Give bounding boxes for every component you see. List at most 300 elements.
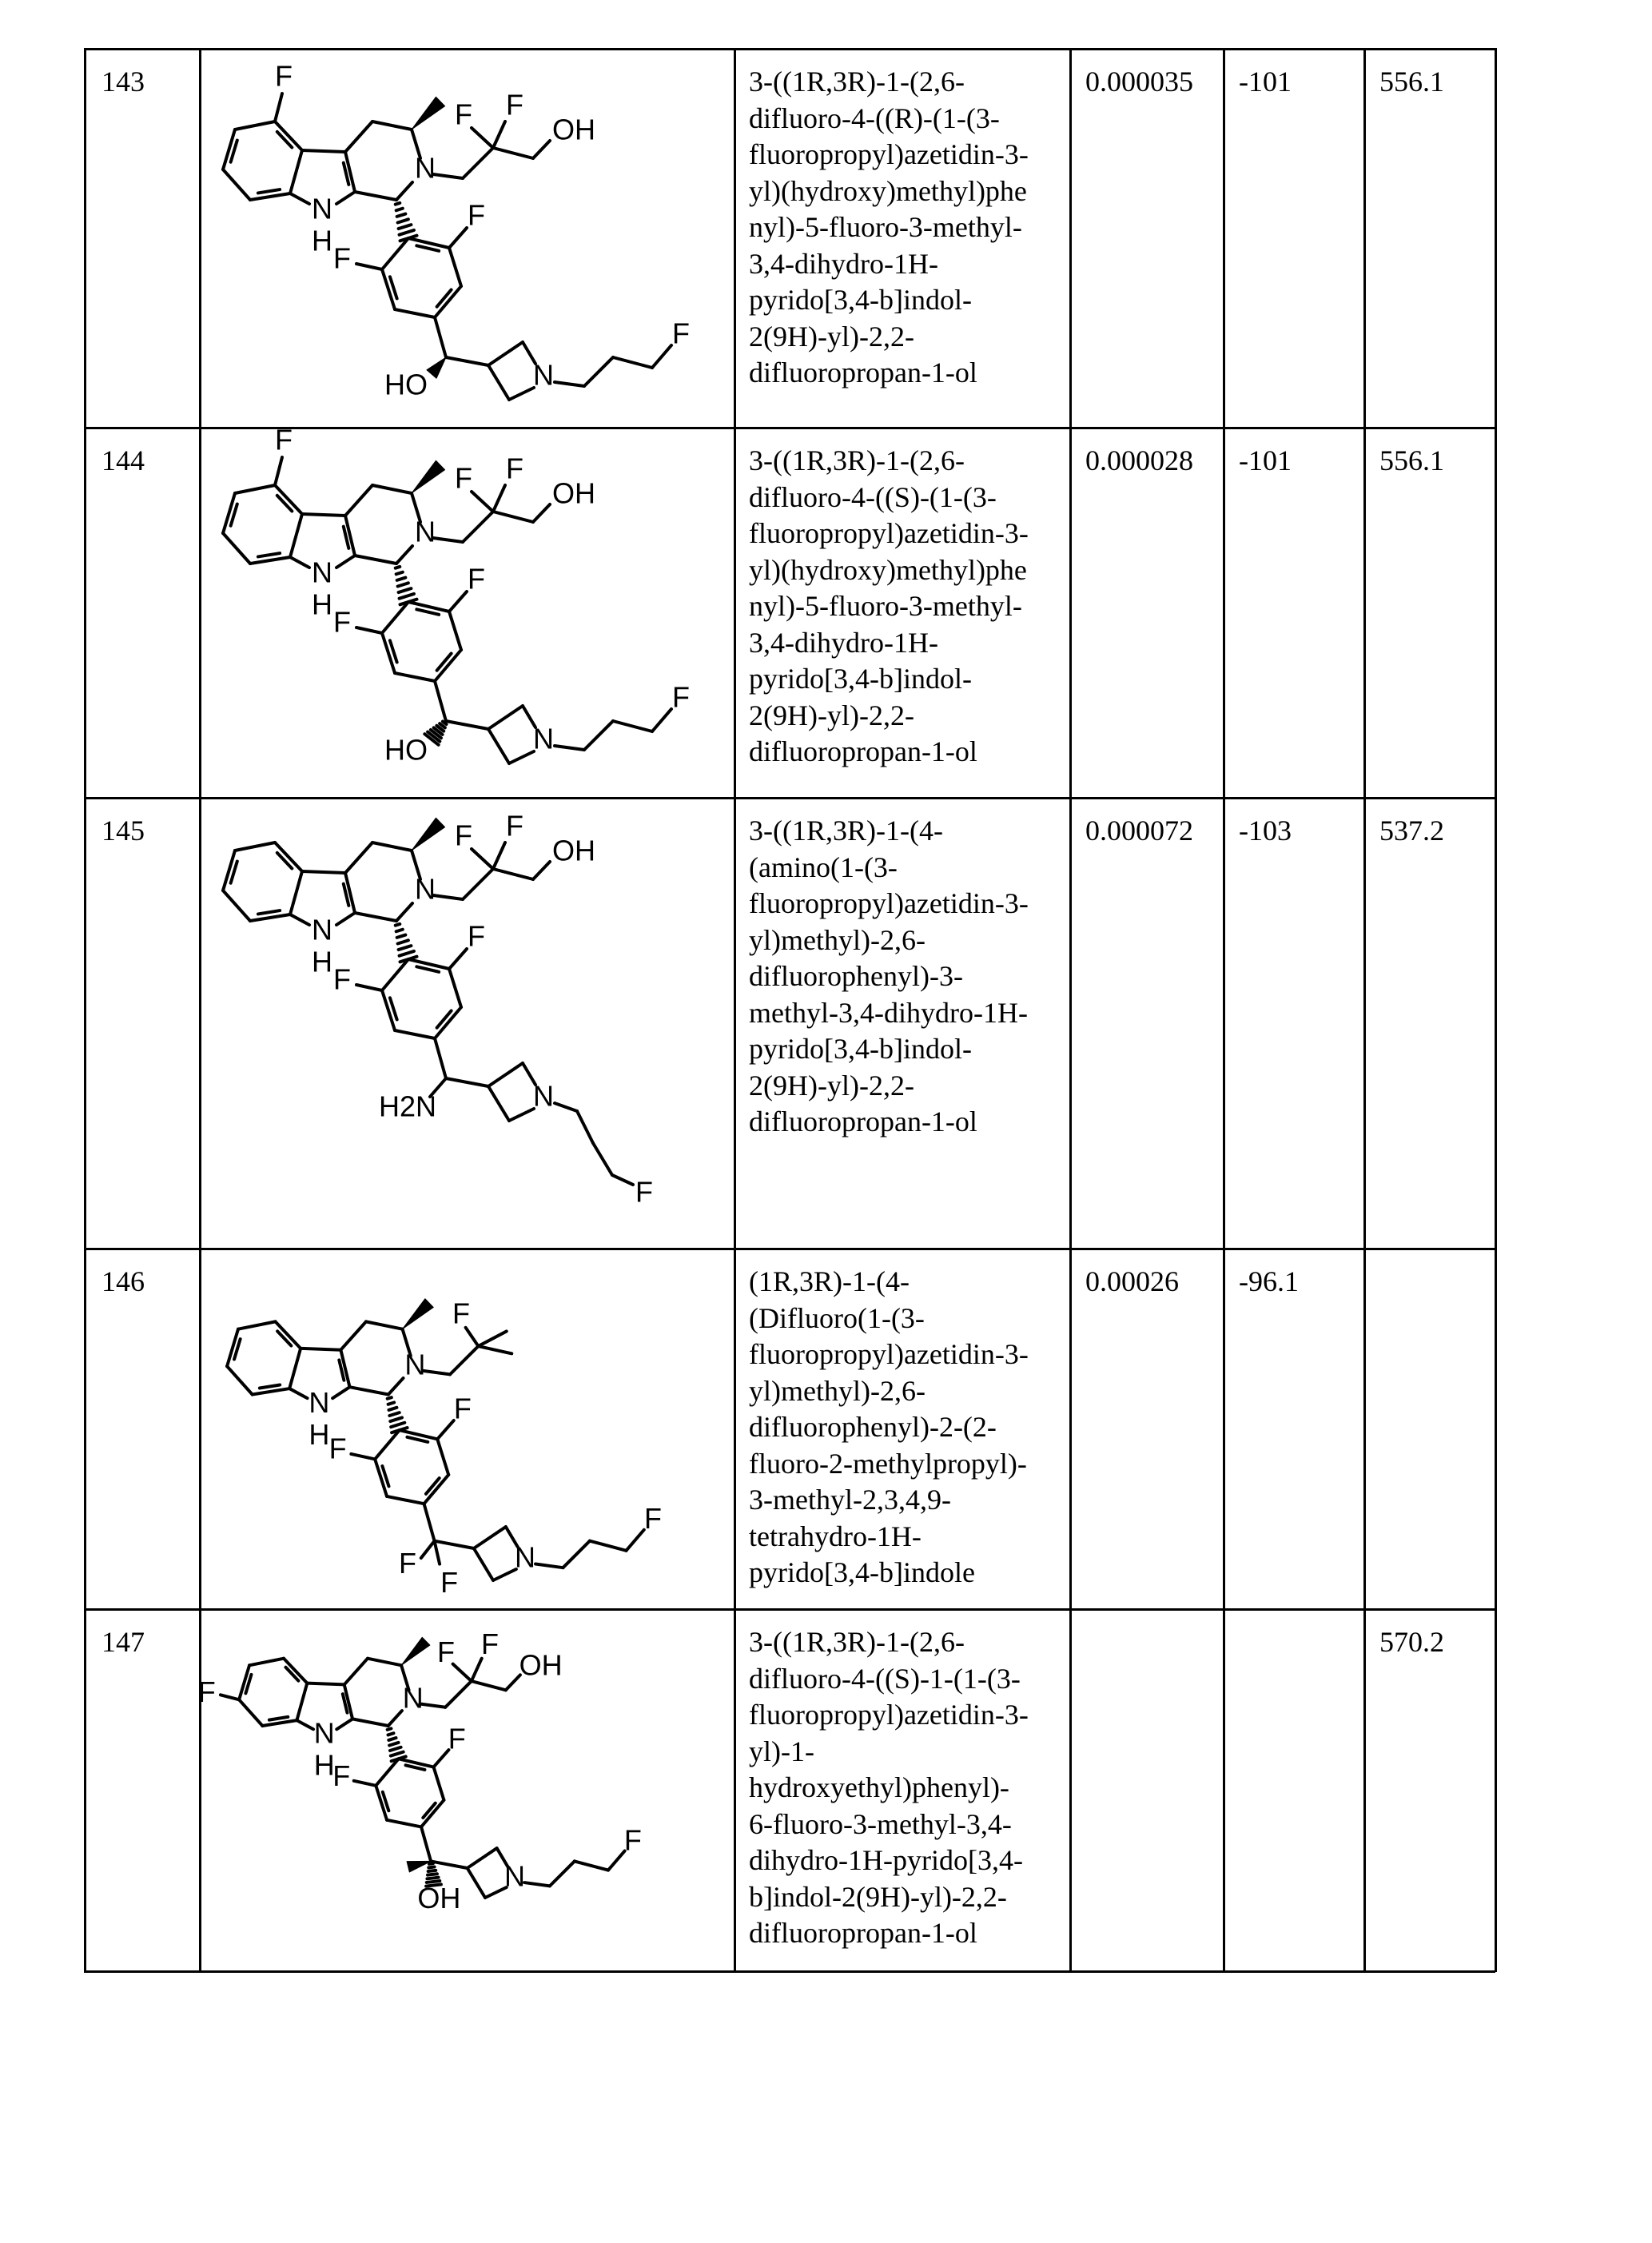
bond [449, 949, 467, 969]
compound-name-line: difluoropropan-1-ol [749, 1104, 1029, 1141]
bond [398, 583, 408, 586]
atom-label-nh-h: H [312, 225, 332, 257]
bond [472, 128, 493, 148]
atom-label-nh-h: H [312, 588, 332, 621]
atom-label-oh: OH [552, 114, 595, 146]
bond [223, 169, 250, 200]
bond [258, 553, 280, 556]
atom-label-oh: OH [552, 477, 595, 510]
bond [577, 1111, 593, 1143]
value-3: 537.2 [1379, 813, 1444, 850]
bond [533, 862, 550, 879]
bond [400, 230, 414, 235]
bond [626, 1530, 643, 1551]
bond [524, 1882, 550, 1886]
structure-143 [223, 60, 690, 401]
bond [446, 357, 488, 365]
bond [289, 1349, 301, 1388]
bond [424, 1475, 449, 1504]
compound-name-line: yl)methyl)-2,6- [749, 922, 1029, 959]
bond [391, 1752, 404, 1756]
bond [535, 1564, 563, 1568]
bond [396, 903, 412, 921]
bond [235, 122, 275, 129]
bond [388, 1397, 392, 1399]
atom-label-n-ring: N [404, 1349, 425, 1381]
bond [428, 1870, 436, 1871]
bond [235, 485, 275, 493]
bond [612, 1175, 633, 1185]
bond [290, 514, 302, 557]
bond [354, 1781, 376, 1786]
bond [302, 871, 345, 873]
bond [399, 225, 412, 229]
bond [434, 1750, 449, 1767]
compound-name-line: (Difluoro(1-(3- [749, 1301, 1029, 1337]
bond [336, 1719, 352, 1729]
bond [235, 843, 275, 851]
bond [408, 238, 449, 248]
atom-label-term-f: F [635, 1176, 653, 1209]
structure-146 [227, 1297, 662, 1599]
bond [433, 538, 463, 542]
bond [382, 959, 408, 990]
wedge-bond [403, 1299, 434, 1329]
compound-name-line: difluoro-4-((S)-1-(1-(3- [749, 1661, 1029, 1698]
bond [509, 388, 534, 400]
bond [290, 914, 309, 925]
bond [474, 1548, 493, 1580]
compound-id: 144 [102, 443, 145, 480]
bond [368, 1659, 401, 1666]
atom-label-ph-f2: F [333, 963, 351, 996]
bond [302, 150, 345, 152]
bond [382, 602, 408, 633]
bond [269, 1717, 288, 1720]
atom-label-term-f: F [672, 317, 690, 350]
bond [262, 1720, 297, 1726]
bond [450, 1346, 478, 1374]
atom-label-az-n: N [533, 723, 554, 755]
wedge-bond [412, 460, 445, 493]
value-1: 0.000028 [1085, 443, 1193, 480]
bond [435, 1541, 440, 1564]
compound-name-line: pyrido[3,4-b]indole [749, 1555, 1029, 1592]
bond [472, 1681, 506, 1690]
bond [437, 1420, 453, 1439]
bond [435, 681, 446, 721]
atom-label-n-ring: N [415, 873, 436, 906]
bond [431, 1861, 468, 1868]
atom-label-ph-f2: F [333, 242, 351, 275]
bond [435, 1007, 461, 1038]
bond [397, 214, 406, 217]
atom-label-nh-h: H [312, 946, 332, 978]
bond [388, 1378, 404, 1394]
atom-label-term-f: F [672, 681, 690, 714]
bond [275, 457, 282, 485]
compound-name-line: (amino(1-(3- [749, 850, 1029, 886]
bond [250, 914, 290, 921]
compound-name-line: 3,4-dihydro-1H- [749, 246, 1029, 283]
compound-name-line: yl)methyl)-2,6- [749, 1373, 1029, 1410]
bond [474, 1527, 506, 1548]
bond [463, 869, 493, 899]
bond [463, 512, 493, 542]
bond [336, 913, 355, 925]
bond [258, 189, 280, 193]
compound-name-line: pyrido[3,4-b]indol- [749, 282, 1029, 319]
bond [493, 122, 505, 148]
bond [427, 1878, 438, 1879]
bond [388, 1711, 402, 1726]
bond [388, 1738, 396, 1740]
bond [493, 1569, 516, 1580]
atom-label-term-f: F [624, 1824, 642, 1857]
compound-name-line: (1R,3R)-1-(4- [749, 1264, 1029, 1301]
bond [396, 546, 412, 564]
bond [555, 1103, 577, 1111]
bond [428, 1867, 434, 1868]
bond [593, 1143, 612, 1175]
bond [396, 182, 412, 200]
bond [449, 612, 461, 650]
bond [389, 1412, 399, 1416]
bond [387, 1496, 424, 1504]
compound-name-line: fluoro-2-methylpropyl)- [749, 1446, 1029, 1483]
atom-label-nh-n: N [312, 556, 332, 589]
bond [290, 871, 302, 914]
bond [390, 1747, 401, 1751]
bond [449, 228, 467, 248]
atom-label-sub-label: H2N [379, 1090, 436, 1123]
bond [407, 1437, 428, 1442]
bond [388, 1408, 396, 1410]
bond [463, 148, 493, 178]
compound-name-line: nyl)-5-fluoro-3-methyl- [749, 588, 1029, 625]
bond [302, 514, 345, 516]
bond [449, 969, 461, 1007]
compound-id: 146 [102, 1264, 145, 1301]
compound-name-line: dihydro-1H-pyrido[3,4- [749, 1843, 1029, 1879]
bond [613, 357, 652, 368]
value-2: -101 [1239, 64, 1292, 101]
bond [297, 1683, 307, 1720]
bond [449, 248, 461, 286]
bond [443, 722, 447, 725]
compound-name-line: pyrido[3,4-b]indol- [749, 661, 1029, 698]
atom-label-az-n: N [504, 1859, 525, 1892]
bond [399, 946, 412, 950]
compound-name-line: difluoro-4-((S)-(1-(3- [749, 480, 1029, 516]
atom-label-ph-f2: F [332, 1759, 350, 1792]
atom-label-term-f: F [644, 1502, 662, 1535]
bond [396, 567, 400, 568]
bond [372, 122, 412, 129]
bond [391, 1423, 404, 1427]
bond [396, 203, 400, 205]
bond [290, 150, 302, 193]
bond [397, 578, 406, 580]
atom-label-ph-f1: F [448, 1722, 466, 1755]
bond [396, 930, 403, 932]
atom-label-indole-f: F [198, 1675, 216, 1708]
bond [416, 966, 439, 972]
value-1: 0.00026 [1085, 1264, 1179, 1301]
bond [416, 609, 439, 615]
compound-name-line: fluoropropyl)azetidin-3- [749, 1697, 1029, 1734]
bond [227, 1366, 253, 1394]
bond [350, 1387, 388, 1394]
bond [584, 721, 613, 750]
atom-label-az-n: N [533, 359, 554, 392]
bond [493, 485, 505, 512]
atom-label-ph-f1: F [454, 1392, 472, 1424]
bond [608, 1851, 625, 1870]
bond [352, 1719, 388, 1726]
atom-label-nh-n: N [309, 1386, 329, 1419]
bond [389, 1743, 398, 1746]
bond [613, 721, 652, 731]
bond [388, 1733, 393, 1735]
bond [388, 1728, 392, 1729]
bond [395, 309, 435, 317]
bond [421, 1827, 431, 1861]
bond [408, 959, 449, 969]
bond [277, 853, 292, 869]
atom-label-indole-f: F [275, 60, 293, 93]
bond [488, 1063, 523, 1086]
atom-label-sub-label: OH [417, 1882, 460, 1914]
bond [488, 706, 523, 729]
bond [355, 556, 396, 564]
compound-name-line: 3,4-dihydro-1H- [749, 625, 1029, 662]
bond [258, 910, 280, 914]
compound-name-line: fluoropropyl)azetidin-3- [749, 516, 1029, 552]
bond [387, 1820, 421, 1827]
atom-label-f-a: F [455, 819, 472, 852]
chemical-structures [0, 0, 1652, 2243]
bond [453, 1664, 472, 1682]
atom-label-f-a: F [437, 1635, 455, 1668]
bond [356, 264, 382, 269]
compound-name-line: 2(9H)-yl)-2,2- [749, 319, 1029, 356]
compound-name-line: yl)(hydroxy)methyl)phe [749, 552, 1029, 589]
compound-name-line: tetrahydro-1H- [749, 1519, 1029, 1556]
bond [408, 602, 449, 612]
value-3: 556.1 [1379, 443, 1444, 480]
bond [345, 485, 372, 516]
bond [223, 533, 250, 564]
value-1: 0.000035 [1085, 64, 1193, 101]
bond [509, 1109, 534, 1121]
atom-label-cf-1: F [399, 1547, 416, 1580]
bond [277, 496, 292, 512]
value-1: 0.000072 [1085, 813, 1193, 850]
bond [398, 940, 408, 943]
bond [445, 1681, 472, 1707]
compound-name-line: fluoropropyl)azetidin-3- [749, 886, 1029, 922]
compound-name-line: difluoro-4-((R)-(1-(3- [749, 101, 1029, 137]
bond [400, 1430, 437, 1439]
compound-id: 147 [102, 1624, 145, 1661]
bond [356, 627, 382, 633]
bond [399, 588, 412, 592]
bond [376, 1759, 398, 1786]
bond [449, 592, 467, 612]
bond [493, 869, 533, 879]
atom-label-sub-label: HO [384, 734, 428, 767]
bond [478, 1346, 512, 1353]
bond [250, 193, 290, 200]
bond [355, 192, 396, 200]
bond [433, 174, 463, 178]
bond [555, 382, 584, 386]
atom-label-f-a: F [455, 98, 472, 131]
bond [397, 935, 406, 938]
bond [421, 1541, 435, 1558]
bond [446, 1078, 488, 1086]
compound-name-line: fluoropropyl)azetidin-3- [749, 1337, 1029, 1373]
bond [485, 1887, 507, 1898]
atom-label-az-n: N [533, 1080, 554, 1113]
bond [390, 1417, 402, 1421]
atom-label-nh-h: H [309, 1418, 329, 1451]
bond [289, 1388, 307, 1398]
bond [297, 1720, 313, 1729]
bond [488, 342, 523, 365]
atom-label-f-a: F [452, 1297, 470, 1329]
compound-id: 143 [102, 64, 145, 101]
bond [435, 286, 461, 317]
bond [382, 238, 408, 269]
atom-label-f-b: F [506, 810, 523, 843]
atom-label-nh-n: N [312, 193, 332, 225]
bond [395, 1030, 435, 1038]
atom-label-nh-n: N [314, 1717, 335, 1750]
bond [275, 94, 282, 122]
bond [468, 1848, 497, 1868]
value-2: -101 [1239, 443, 1292, 480]
bond [372, 485, 412, 493]
bond [652, 345, 671, 368]
bond [277, 132, 292, 148]
bond [472, 492, 493, 512]
compound-name-line: 2(9H)-yl)-2,2- [749, 698, 1029, 735]
bond [468, 1868, 485, 1898]
structure-144 [223, 424, 690, 767]
compound-name-line: 3-((1R,3R)-1-(4- [749, 813, 1029, 850]
atom-label-n-ring: N [415, 152, 436, 185]
compound-name-line: 3-((1R,3R)-1-(2,6- [749, 64, 1029, 101]
compound-name-line: yl)(hydroxy)methyl)phe [749, 173, 1029, 210]
bond [399, 1759, 434, 1767]
bond [395, 673, 435, 681]
compound-name-line: nyl)-5-fluoro-3-methyl- [749, 209, 1029, 246]
wedge-bond [427, 357, 446, 378]
compound-name-line: 3-((1R,3R)-1-(2,6- [749, 443, 1029, 480]
bond [472, 1659, 482, 1681]
bond [290, 557, 309, 568]
bond [488, 1086, 509, 1121]
bond [396, 209, 403, 211]
atom-label-sub-label: HO [384, 369, 428, 401]
bond [301, 1349, 340, 1350]
bond [400, 951, 414, 956]
atom-label-f-b: F [506, 452, 523, 485]
bond [396, 924, 400, 926]
bond [221, 1695, 239, 1699]
bond [429, 1863, 433, 1864]
atom-label-oh: OH [519, 1648, 563, 1681]
compound-name-line: difluorophenyl)-3- [749, 958, 1029, 995]
bond [336, 556, 355, 568]
bond [478, 1331, 506, 1346]
bond [249, 1659, 284, 1666]
compound-name-line: b]indol-2(9H)-yl)-2,2- [749, 1879, 1029, 1916]
bond [555, 746, 584, 750]
bond [238, 1321, 276, 1329]
bond [533, 504, 550, 522]
compound-name-line: fluoropropyl)azetidin-3- [749, 137, 1029, 173]
atom-label-oh: OH [552, 835, 595, 867]
bond [366, 1321, 403, 1329]
atom-label-nh-h: H [314, 1749, 335, 1782]
atom-label-ph-f1: F [468, 920, 485, 953]
compound-name-line: difluorophenyl)-2-(2- [749, 1409, 1029, 1446]
atom-label-f-b: F [481, 1627, 499, 1660]
bond [584, 357, 613, 386]
atom-label-ph-f2: F [333, 606, 351, 639]
wedge-bond [412, 818, 445, 851]
bond [223, 890, 250, 921]
atom-label-f-a: F [455, 462, 472, 495]
bond [290, 193, 309, 204]
value-3: 570.2 [1379, 1624, 1444, 1661]
bond [375, 1430, 400, 1459]
bond [260, 1384, 280, 1388]
compound-name-line: methyl-3,4-dihydro-1H- [749, 995, 1029, 1032]
bond [563, 1541, 589, 1568]
bond [239, 1699, 262, 1726]
bond [388, 1402, 395, 1404]
compound-name-line: hydroxyethyl)phenyl)- [749, 1770, 1029, 1807]
atom-label-n-ring: N [415, 516, 436, 548]
bond [424, 1504, 435, 1541]
bond [437, 1439, 448, 1475]
compound-name-line: 3-methyl-2,3,4,9- [749, 1482, 1029, 1519]
bond [356, 985, 382, 990]
bond [472, 849, 493, 869]
wedge-bond [401, 1637, 430, 1665]
value-2: -103 [1239, 813, 1292, 850]
atom-label-f-b: F [506, 89, 523, 122]
atom-label-nh-n: N [312, 914, 332, 946]
structure-147 [198, 1627, 642, 1914]
compound-name-line: 3-((1R,3R)-1-(2,6- [749, 1624, 1029, 1661]
bond [345, 843, 372, 873]
bond [372, 843, 412, 851]
bond [488, 365, 509, 400]
wedge-bond [412, 97, 445, 129]
atom-label-ph-f1: F [468, 563, 485, 596]
bond [493, 148, 533, 158]
bond [332, 1387, 349, 1398]
bond [446, 721, 488, 729]
atom-label-ph-f2: F [329, 1432, 347, 1465]
bond [652, 709, 671, 731]
bond [344, 1659, 368, 1685]
